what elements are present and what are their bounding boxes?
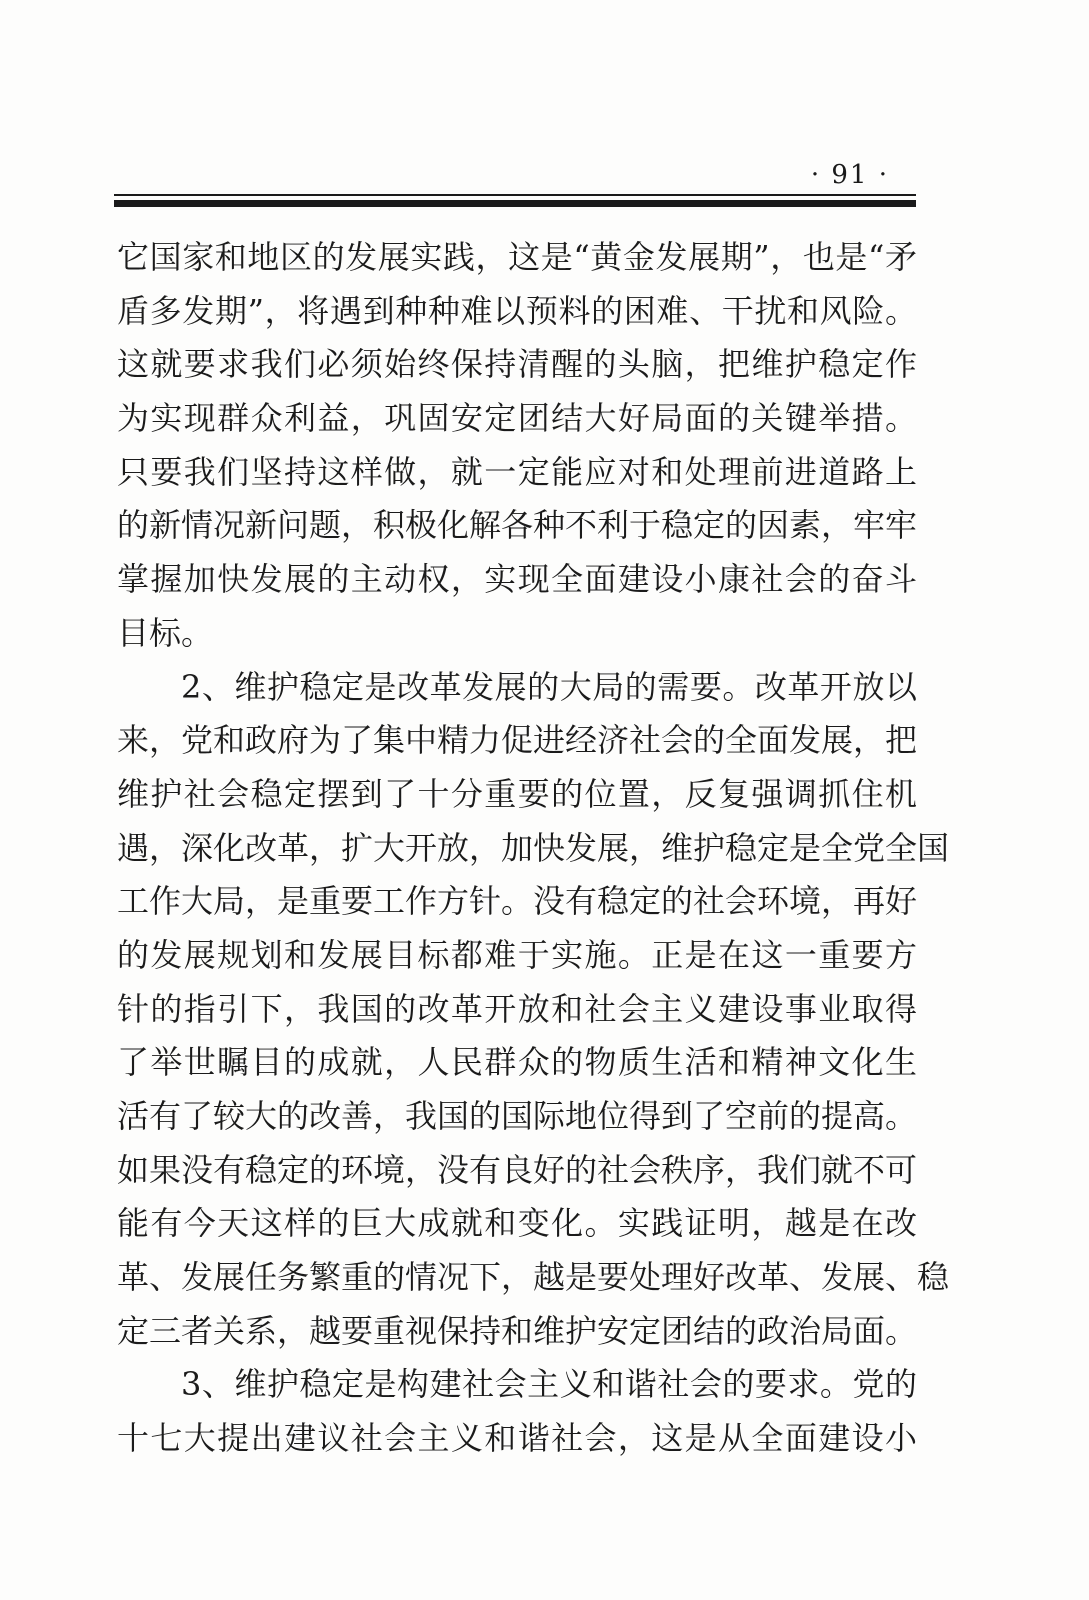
header-rule-thin: [114, 194, 916, 196]
text-line: 工作大局，是重要工作方针。没有稳定的社会环境，再好: [117, 882, 918, 921]
text-line: 如果没有稳定的环境，没有良好的社会秩序，我们就不可: [117, 1150, 918, 1189]
text-line: 掌握加快发展的主动权，实现全面建设小康社会的奋斗: [117, 560, 917, 599]
text-line: 为实现群众利益，巩固安定团结大好局面的关键举措。: [117, 399, 917, 438]
page-number: · 91 ·: [810, 160, 889, 190]
text-line: 维护社会稳定摆到了十分重要的位置，反复强调抓住机: [117, 774, 917, 813]
text-line: 目标。: [117, 613, 214, 652]
text-line: 盾多发期”，将遇到种种难以预料的困难、干扰和风险。: [117, 291, 917, 330]
text-line: 这就要求我们必须始终保持清醒的头脑，把维护稳定作: [117, 345, 917, 384]
text-line: 革、发展任务繁重的情况下，越是要处理好改革、发展、稳: [117, 1258, 950, 1297]
paragraph-start-line: 3、维护稳定是构建社会主义和谐社会的要求。党的: [181, 1365, 917, 1404]
text-line: 针的指引下，我国的改革开放和社会主义建设事业取得: [117, 989, 917, 1028]
text-line: 活有了较大的改善，我国的国际地位得到了空前的提高。: [117, 1097, 918, 1135]
body-text: [117, 231, 950, 1466]
text-line: 它国家和地区的发展实践，这是“黄金发展期”，也是“矛: [117, 238, 917, 276]
text-line: 的新情况新问题，积极化解各种不利于稳定的因素，牢牢: [117, 506, 918, 545]
text-line: 能有今天这样的巨大成就和变化。实践证明，越是在改: [117, 1204, 917, 1243]
text-line: 只要我们坚持这样做，就一定能应对和处理前进道路上: [117, 452, 917, 491]
text-line: 来，党和政府为了集中精力促进经济社会的全面发展，把: [117, 721, 918, 760]
paragraph-start-line: 2、维护稳定是改革发展的大局的需要。改革开放以: [181, 667, 917, 706]
header-rule-thick: [114, 200, 916, 207]
text-line: 的发展规划和发展目标都难于实施。正是在这一重要方: [117, 935, 917, 974]
text-line: 定三者关系，越要重视保持和维护安定团结的政治局面。: [117, 1311, 918, 1350]
text-line: 遇，深化改革，扩大开放，加快发展，维护稳定是全党全国: [117, 828, 950, 867]
text-line: 了举世瞩目的成就，人民群众的物质生活和精神文化生: [117, 1043, 917, 1082]
text-line: 十七大提出建议社会主义和谐社会，这是从全面建设小: [117, 1419, 917, 1458]
